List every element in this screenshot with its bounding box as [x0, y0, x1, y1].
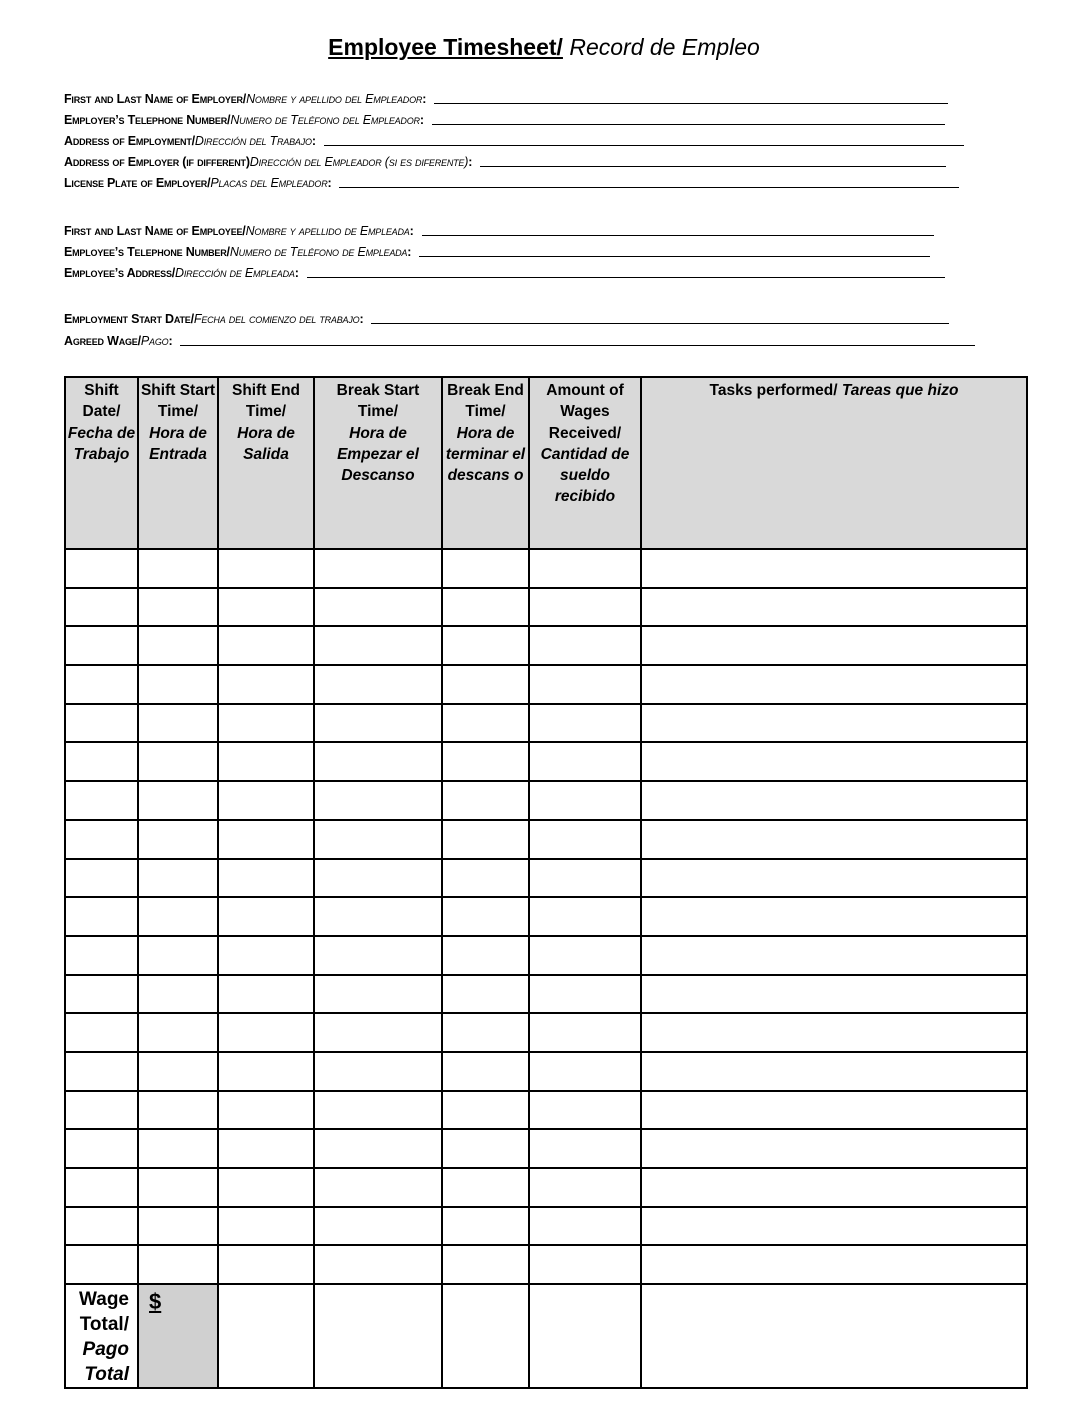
form-field [64, 310, 949, 326]
table-cell[interactable] [314, 897, 442, 936]
table-cell[interactable] [314, 1245, 442, 1284]
table-cell[interactable] [529, 820, 641, 859]
table-row [65, 1245, 1027, 1284]
table-cell[interactable] [65, 1013, 138, 1052]
table-cell[interactable] [138, 820, 218, 859]
header-break-end: Break End Time/ Hora de terminar el descans o [442, 377, 529, 549]
table-cell[interactable] [65, 897, 138, 936]
table-cell[interactable] [442, 549, 529, 588]
table-cell[interactable] [529, 626, 641, 665]
field-label-english: Address of Employment/ [64, 134, 195, 148]
table-cell[interactable] [529, 704, 641, 743]
table-cell[interactable] [65, 975, 138, 1014]
table-cell[interactable] [529, 1207, 641, 1246]
table-cell[interactable] [65, 936, 138, 975]
field-input-line[interactable] [434, 103, 948, 104]
table-cell[interactable] [529, 1052, 641, 1091]
table-cell[interactable] [641, 781, 1027, 820]
header-wages-received: Amount of Wages Received/ Cantidad de sueldo recibido [529, 377, 641, 549]
table-cell[interactable] [641, 626, 1027, 665]
table-cell[interactable] [529, 897, 641, 936]
table-cell[interactable] [314, 859, 442, 898]
table-cell[interactable] [218, 820, 314, 859]
wage-total-currency: $ [138, 1284, 218, 1388]
field-label-colon: : [419, 113, 424, 127]
header-break-start: Break Start Time/ Hora de Empezar el Descanso [314, 377, 442, 549]
table-cell[interactable] [65, 1129, 138, 1168]
table-cell[interactable] [314, 1168, 442, 1207]
header-tasks: Tasks performed/ Tareas que hizo [641, 377, 1027, 549]
wage-total-cell[interactable] [218, 1284, 314, 1388]
table-cell[interactable] [641, 588, 1027, 627]
wage-total-cell[interactable] [442, 1284, 529, 1388]
table-cell[interactable] [138, 704, 218, 743]
table-cell[interactable] [218, 1091, 314, 1130]
table-cell[interactable] [442, 1207, 529, 1246]
table-cell[interactable] [218, 1245, 314, 1284]
form-field [64, 174, 959, 190]
table-cell[interactable] [314, 936, 442, 975]
table-cell[interactable] [138, 1168, 218, 1207]
table-row [65, 975, 1027, 1014]
header-shift-end: Shift End Time/ Hora de Salida [218, 377, 314, 549]
table-cell[interactable] [314, 1013, 442, 1052]
table-cell[interactable] [314, 1129, 442, 1168]
table-cell[interactable] [641, 1168, 1027, 1207]
table-row [65, 897, 1027, 936]
table-cell[interactable] [138, 781, 218, 820]
table-cell[interactable] [442, 859, 529, 898]
table-cell[interactable] [138, 897, 218, 936]
table-cell[interactable] [65, 781, 138, 820]
table-row [65, 704, 1027, 743]
table-cell[interactable] [218, 1168, 314, 1207]
wage-total-cell[interactable] [314, 1284, 442, 1388]
table-cell[interactable] [65, 859, 138, 898]
field-label-english: Employment Start Date/ [64, 312, 194, 326]
field-input-line[interactable] [371, 323, 949, 324]
field-label-spanish: Pago [140, 334, 169, 348]
table-cell[interactable] [529, 1245, 641, 1284]
form-field [64, 153, 946, 169]
table-cell[interactable] [442, 742, 529, 781]
field-label-english: Address of Employer (if different) [64, 155, 250, 169]
field-input-line[interactable] [419, 256, 930, 257]
table-cell[interactable] [442, 781, 529, 820]
table-cell[interactable] [138, 1207, 218, 1246]
table-cell[interactable] [641, 975, 1027, 1014]
table-cell[interactable] [218, 742, 314, 781]
wage-total-label: Wage Total/ Pago Total [65, 1284, 138, 1388]
table-cell[interactable] [641, 665, 1027, 704]
field-label-english: Agreed Wage/ [64, 334, 141, 348]
table-cell[interactable] [218, 1129, 314, 1168]
table-cell[interactable] [65, 1168, 138, 1207]
form-field [64, 132, 964, 148]
table-cell[interactable] [314, 549, 442, 588]
table-row [65, 1168, 1027, 1207]
table-cell[interactable] [442, 1091, 529, 1130]
field-label-colon: : [468, 155, 473, 169]
field-label-colon: : [311, 134, 316, 148]
field-label-colon: : [422, 92, 427, 106]
field-label-spanish: Dirección de Empleada [175, 266, 295, 280]
table-cell[interactable] [641, 1245, 1027, 1284]
field-input-line[interactable] [480, 166, 946, 167]
table-cell[interactable] [641, 936, 1027, 975]
table-cell[interactable] [641, 859, 1027, 898]
table-cell[interactable] [138, 742, 218, 781]
table-row [65, 1129, 1027, 1168]
table-row [65, 549, 1027, 588]
field-label-spanish: Numero de Teléfono del Empleador [230, 113, 420, 127]
field-label-spanish: Nombre y apellido del Empleador [246, 92, 423, 106]
table-cell[interactable] [641, 897, 1027, 936]
table-cell[interactable] [138, 665, 218, 704]
table-cell[interactable] [442, 1013, 529, 1052]
table-cell[interactable] [529, 936, 641, 975]
field-input-line[interactable] [324, 145, 964, 146]
table-cell[interactable] [218, 704, 314, 743]
table-row [65, 781, 1027, 820]
table-row [65, 626, 1027, 665]
table-header-row [65, 377, 1027, 549]
table-cell[interactable] [529, 1168, 641, 1207]
table-cell[interactable] [442, 665, 529, 704]
table-row [65, 1091, 1027, 1130]
table-cell[interactable] [314, 975, 442, 1014]
table-cell[interactable] [529, 859, 641, 898]
field-label-spanish: Dirección del Empleador (si es diferente) [249, 155, 469, 169]
field-label-spanish: Placas del Empleador [210, 176, 328, 190]
table-cell[interactable] [641, 1013, 1027, 1052]
table-cell[interactable] [641, 1207, 1027, 1246]
table-cell[interactable] [442, 1052, 529, 1091]
field-label-english: License Plate of Employer/ [64, 176, 211, 190]
table-cell[interactable] [641, 704, 1027, 743]
table-cell[interactable] [314, 1207, 442, 1246]
table-cell[interactable] [138, 549, 218, 588]
table-cell[interactable] [218, 975, 314, 1014]
table-cell[interactable] [442, 936, 529, 975]
table-cell[interactable] [529, 781, 641, 820]
table-cell[interactable] [218, 626, 314, 665]
table-cell[interactable] [529, 1013, 641, 1052]
header-shift-start: Shift Start Time/ Hora de Entrada [138, 377, 218, 549]
field-label-english: Employee’s Address/ [64, 266, 176, 280]
field-label-spanish: Nombre y apellido de Empleada [245, 224, 410, 238]
table-cell[interactable] [138, 1091, 218, 1130]
table-cell[interactable] [641, 820, 1027, 859]
table-cell[interactable] [442, 897, 529, 936]
table-row [65, 859, 1027, 898]
table-cell[interactable] [314, 742, 442, 781]
table-row [65, 820, 1027, 859]
wage-total-cell[interactable] [529, 1284, 641, 1388]
table-cell[interactable] [314, 704, 442, 743]
field-label-colon: : [327, 176, 332, 190]
field-input-line[interactable] [339, 187, 959, 188]
table-cell[interactable] [442, 704, 529, 743]
form-field [64, 243, 930, 259]
form-field [64, 264, 945, 280]
table-cell[interactable] [218, 665, 314, 704]
table-cell[interactable] [138, 1052, 218, 1091]
table-cell[interactable] [314, 626, 442, 665]
header-shift-date: Shift Date/ Fecha de Trabajo [65, 377, 138, 549]
field-label-english: First and Last Name of Employer/ [64, 92, 247, 106]
field-label-colon: : [359, 312, 364, 326]
table-cell[interactable] [218, 1013, 314, 1052]
field-input-line[interactable] [307, 277, 945, 278]
table-cell[interactable] [442, 975, 529, 1014]
form-field [64, 332, 975, 348]
table-row [65, 1052, 1027, 1091]
field-label-english: Employee’s Telephone Number/ [64, 245, 230, 259]
table-cell[interactable] [442, 1245, 529, 1284]
table-cell[interactable] [218, 588, 314, 627]
table-row [65, 742, 1027, 781]
field-label-english: First and Last Name of Employee/ [64, 224, 246, 238]
table-row [65, 1207, 1027, 1246]
table-cell[interactable] [218, 897, 314, 936]
table-cell[interactable] [314, 1052, 442, 1091]
table-cell[interactable] [138, 1013, 218, 1052]
table-cell[interactable] [218, 936, 314, 975]
field-input-line[interactable] [432, 124, 945, 125]
table-row [65, 665, 1027, 704]
title-english: Employee Timesheet/ [328, 34, 563, 60]
page-title [0, 34, 1088, 61]
field-label-colon: : [168, 334, 173, 348]
table-cell[interactable] [138, 975, 218, 1014]
table-cell[interactable] [442, 820, 529, 859]
table-cell[interactable] [529, 665, 641, 704]
table-cell[interactable] [65, 626, 138, 665]
table-cell[interactable] [218, 1207, 314, 1246]
form-field [64, 90, 948, 106]
table-cell[interactable] [65, 588, 138, 627]
table-cell[interactable] [65, 1091, 138, 1130]
table-cell[interactable] [641, 742, 1027, 781]
table-cell[interactable] [218, 781, 314, 820]
table-cell[interactable] [314, 588, 442, 627]
table-cell[interactable] [641, 1052, 1027, 1091]
table-cell[interactable] [65, 549, 138, 588]
table-cell[interactable] [138, 1129, 218, 1168]
field-label-colon: : [294, 266, 299, 280]
field-label-colon: : [409, 224, 414, 238]
table-cell[interactable] [442, 626, 529, 665]
title-spanish: Record de Empleo [562, 34, 760, 60]
table-cell[interactable] [138, 626, 218, 665]
table-cell[interactable] [65, 1052, 138, 1091]
table-cell[interactable] [138, 859, 218, 898]
field-input-line[interactable] [180, 345, 975, 346]
table-cell[interactable] [529, 588, 641, 627]
form-field [64, 111, 945, 127]
table-cell[interactable] [314, 820, 442, 859]
table-cell[interactable] [529, 1091, 641, 1130]
wage-total-row [65, 1284, 1027, 1388]
table-cell[interactable] [641, 1091, 1027, 1130]
table-cell[interactable] [314, 1091, 442, 1130]
table-cell[interactable] [442, 1168, 529, 1207]
table-cell[interactable] [218, 859, 314, 898]
table-cell[interactable] [314, 665, 442, 704]
table-cell[interactable] [641, 549, 1027, 588]
form-field [64, 222, 934, 238]
table-cell[interactable] [138, 588, 218, 627]
field-label-spanish: Numero de Teléfono de Empleada [229, 245, 408, 259]
field-label-colon: : [407, 245, 412, 259]
table-cell[interactable] [314, 781, 442, 820]
table-cell[interactable] [529, 1129, 641, 1168]
table-cell[interactable] [65, 1245, 138, 1284]
table-cell[interactable] [65, 742, 138, 781]
table-row [65, 1013, 1027, 1052]
table-cell[interactable] [138, 936, 218, 975]
field-label-spanish: Fecha del comienzo del trabajo [193, 312, 360, 326]
field-label-english: Employer’s Telephone Number/ [64, 113, 231, 127]
table-row [65, 588, 1027, 627]
table-cell[interactable] [218, 549, 314, 588]
table-cell[interactable] [138, 1245, 218, 1284]
table-cell[interactable] [529, 549, 641, 588]
table-cell[interactable] [529, 742, 641, 781]
table-cell[interactable] [65, 1207, 138, 1246]
table-cell[interactable] [65, 820, 138, 859]
timesheet-table [64, 376, 1028, 1389]
table-cell[interactable] [442, 1129, 529, 1168]
table-cell[interactable] [218, 1052, 314, 1091]
table-cell[interactable] [65, 704, 138, 743]
table-cell[interactable] [442, 588, 529, 627]
table-cell[interactable] [641, 1129, 1027, 1168]
table-row [65, 936, 1027, 975]
wage-total-cell[interactable] [641, 1284, 1027, 1388]
table-cell[interactable] [65, 665, 138, 704]
field-input-line[interactable] [422, 235, 934, 236]
table-cell[interactable] [529, 975, 641, 1014]
field-label-spanish: Dirección del Trabajo [194, 134, 312, 148]
